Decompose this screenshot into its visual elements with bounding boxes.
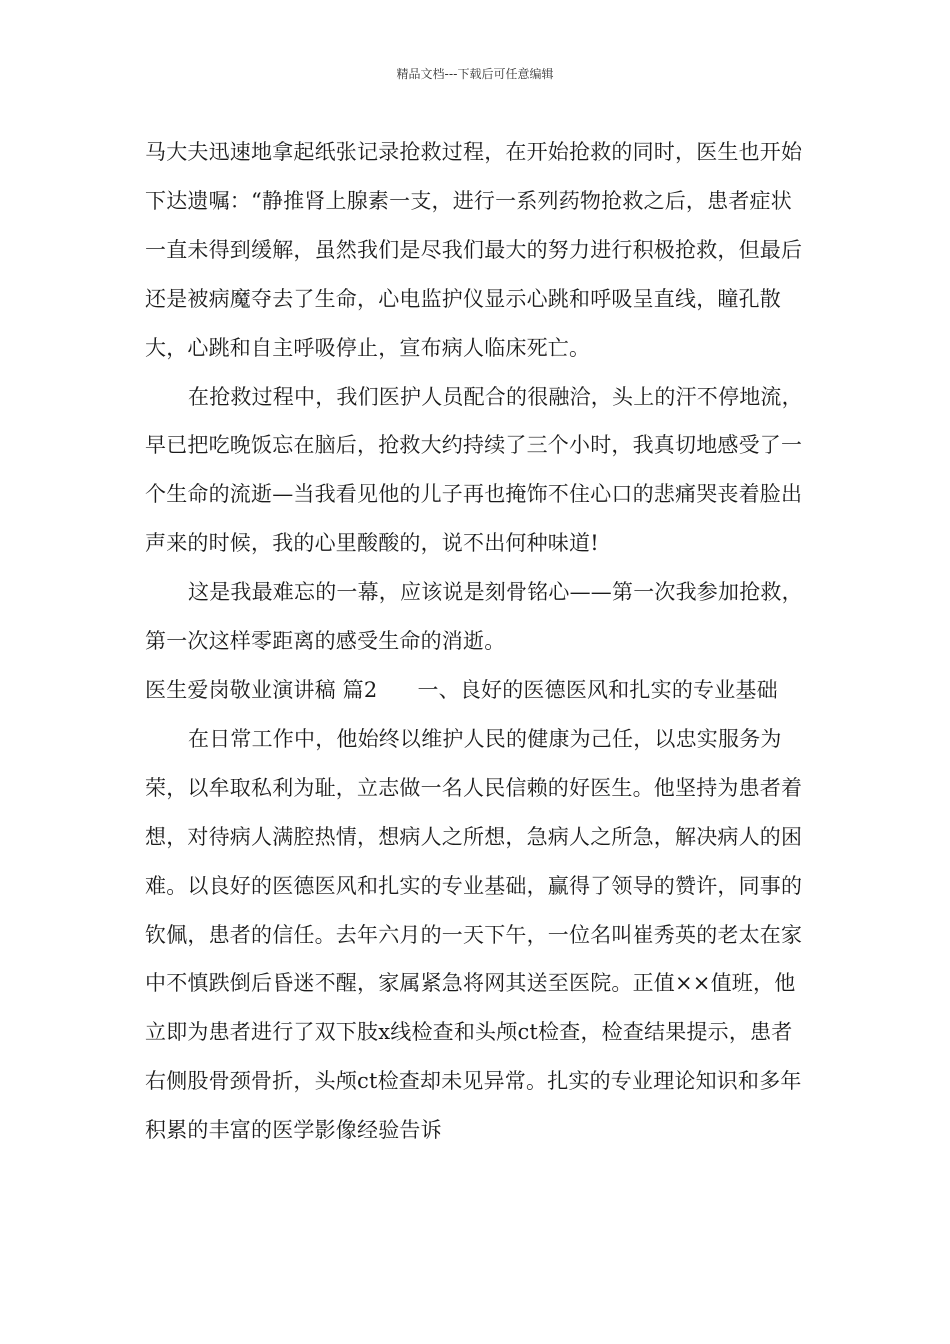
paragraph-2: 在抢救过程中，我们医护人员配合的很融洽，头上的汗不停地流，早已把吃晚饭忘在脑后，抢救大约持续了三个小时，我真切地感受了一个生命的流逝—当我看见他的儿子再也掩饰不住心口的悲痛哭丧着脸出声来的时候，我的心里酸酸的，说不出何种味道! [145, 384, 803, 556]
document-body [145, 128, 807, 1155]
page-header: 精品文档---下载后可任意编辑 [396, 67, 554, 81]
paragraph-1: 马大夫迅速地拿起纸张记录抢救过程，在开始抢救的同时，医生也开始下达遗嘱：“静推肾上腺素一支，进行一系列药物抢救之后，患者症状一直未得到缓解，虽然我们是尽我们最大的努力进行积极抢救，但最后还是被病魔夺去了生命，心电监护仪显示心跳和呼吸呈直线，瞳孔散大，心跳和自主呼吸停止，宣布病人临床死亡。 [145, 140, 803, 360]
paragraph-4: 在日常工作中，他始终以维护人民的健康为己任，以忠实服务为荣，以牟取私利为耻，立志做一名人民信赖的好医生。他坚持为患者着想，对待病人满腔热情，想病人之所想，急病人之所急，解决病人的困难。以良好的医德医风和扎实的专业基础，赢得了领导的赞许，同事的钦佩，患者的信任。去年六月的一天下午，一位名叫崔秀英的老太在家中不慎跌倒后昏迷不醒，家属紧急将网其送至医院。正值××值班，他立即为患者进行了双下肢x线检查和头颅ct检查，检查结果提示，患者右侧股骨颈骨折，头颅ct检查却未见异常。扎实的专业理论知识和多年积累的丰富的医学影像经验告诉 [145, 726, 803, 1143]
section-subtitle: 一、良好的医德医风和扎实的专业基础 [417, 677, 778, 702]
section-title: 医生爱岗敬业演讲稿 篇2 [145, 677, 378, 702]
section-heading [145, 666, 807, 715]
paragraph-3: 这是我最难忘的一幕，应该说是刻骨铭心——第一次我参加抢救，第一次这样零距离的感受生命的消逝。 [145, 580, 803, 654]
